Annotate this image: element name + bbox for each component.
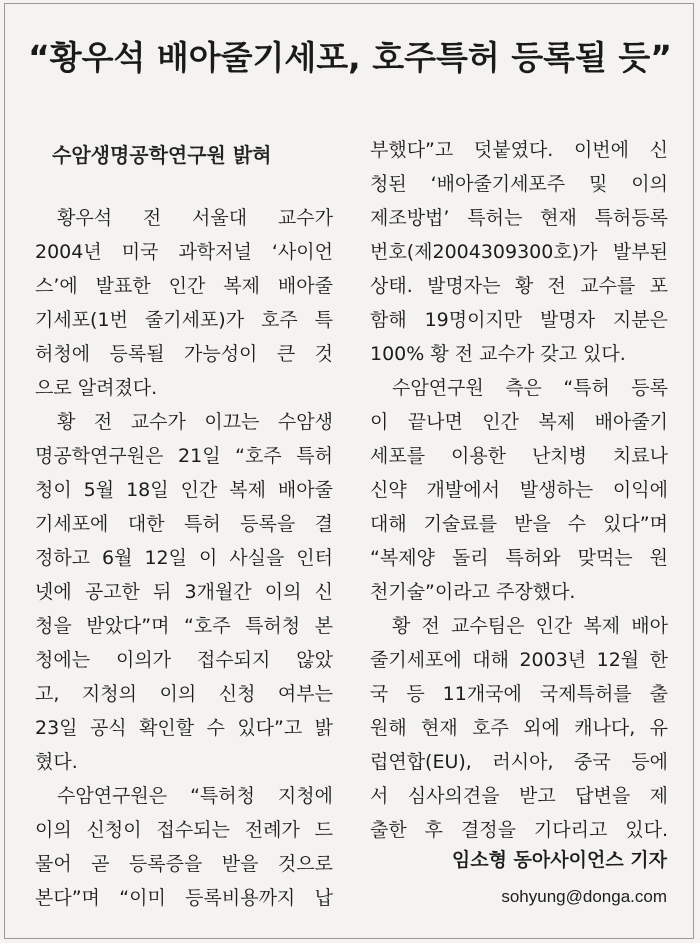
text-line: 상태. 발명자는 황 전 교수를 포 — [370, 275, 668, 297]
text-line: 2004년 미국 과학저널 ‘사이언 — [35, 241, 333, 263]
text-line: 이 끝나면 인간 복제 배아줄기 — [370, 411, 668, 433]
text-line: 청을 받았다”며 “호주 특허청 본 — [35, 615, 333, 637]
text-line: 제조방법’ 특허는 현재 특허등록 — [370, 207, 668, 229]
byline: 임소형 동아사이언스 기자 — [451, 849, 667, 871]
text-line: 본다”며 “이미 등록비용까지 납 — [35, 887, 333, 909]
text-line: 출한 후 결정을 기다리고 있다. — [370, 819, 668, 841]
text-line: 청이 5월 18일 인간 복제 배아줄 — [35, 479, 333, 501]
text-line: 명공학연구원은 21일 “호주 특허 — [35, 445, 333, 467]
text-line: 스’에 발표한 인간 복제 배아줄 — [35, 275, 333, 297]
text-line: 혔다. — [35, 751, 78, 773]
text-line: 황 전 교수가 이끄는 수암생 — [57, 411, 333, 433]
text-line: 청에는 이의가 접수되지 않았 — [35, 649, 333, 671]
text-line: 기세포에 대한 특허 등록을 결 — [35, 513, 333, 535]
text-line: 기세포(1번 줄기세포)가 호주 특 — [35, 309, 333, 331]
text-line: 으로 알려졌다. — [35, 377, 158, 399]
text-line: 번호(제2004309300호)가 발부된 — [370, 241, 668, 263]
text-line: 천기술”이라고 주장했다. — [370, 581, 576, 603]
text-line: 정하고 6월 12일 이 사실을 인터 — [35, 547, 333, 569]
text-line: 이의 신청이 접수되는 전례가 드 — [35, 819, 333, 841]
text-line: 수암연구원 측은 “특허 등록 — [392, 377, 668, 399]
text-line: 대해 기술료를 받을 수 있다”며 — [370, 513, 668, 535]
text-line: 수암연구원은 “특허청 지청에 — [57, 785, 333, 807]
text-line: 럽연합(EU), 러시아, 중국 등에 — [370, 751, 668, 773]
text-line: 부했다”고 덧붙였다. 이번에 신 — [370, 139, 668, 161]
text-line: 세포를 이용한 난치병 치료나 — [370, 445, 668, 467]
text-line: 서 심사의견을 받고 답변을 제 — [370, 785, 668, 807]
text-line: 넷에 공고한 뒤 3개월간 이의 신 — [35, 581, 333, 603]
text-line: 국 등 11개국에 국제특허를 출 — [370, 683, 668, 705]
text-line: 황 전 교수팀은 인간 복제 배아 — [392, 615, 668, 637]
text-line: 원해 현재 호주 외에 캐나다, 유 — [370, 717, 668, 739]
text-line: 함해 19명이지만 발명자 지분은 — [370, 309, 668, 331]
text-line: 물어 곧 등록증을 받을 것으로 — [35, 853, 333, 875]
text-line: 청된 ‘배아줄기세포주 및 이의 — [370, 173, 668, 195]
text-line: 100% 황 전 교수가 갖고 있다. — [370, 343, 626, 365]
text-line: 고, 지청의 이의 신청 여부는 — [35, 683, 333, 705]
text-line: 줄기세포에 대해 2003년 12월 한 — [370, 649, 668, 671]
text-line: 황우석 전 서울대 교수가 — [57, 207, 333, 229]
text-line: 신약 개발에서 발생하는 이익에 — [370, 479, 668, 501]
text-line: “복제양 돌리 특허와 맞먹는 원 — [370, 547, 668, 569]
text-line: 23일 공식 확인할 수 있다”고 밝 — [35, 717, 333, 739]
reporter-email[interactable]: sohyung@donga.com — [501, 887, 667, 906]
text-line: 허청에 등록될 가능성이 큰 것 — [35, 343, 333, 365]
headline: “황우석 배아줄기세포, 호주특허 등록될 듯” — [28, 38, 672, 77]
subheadline: 수암생명공학연구원 밝혀 — [52, 143, 272, 167]
